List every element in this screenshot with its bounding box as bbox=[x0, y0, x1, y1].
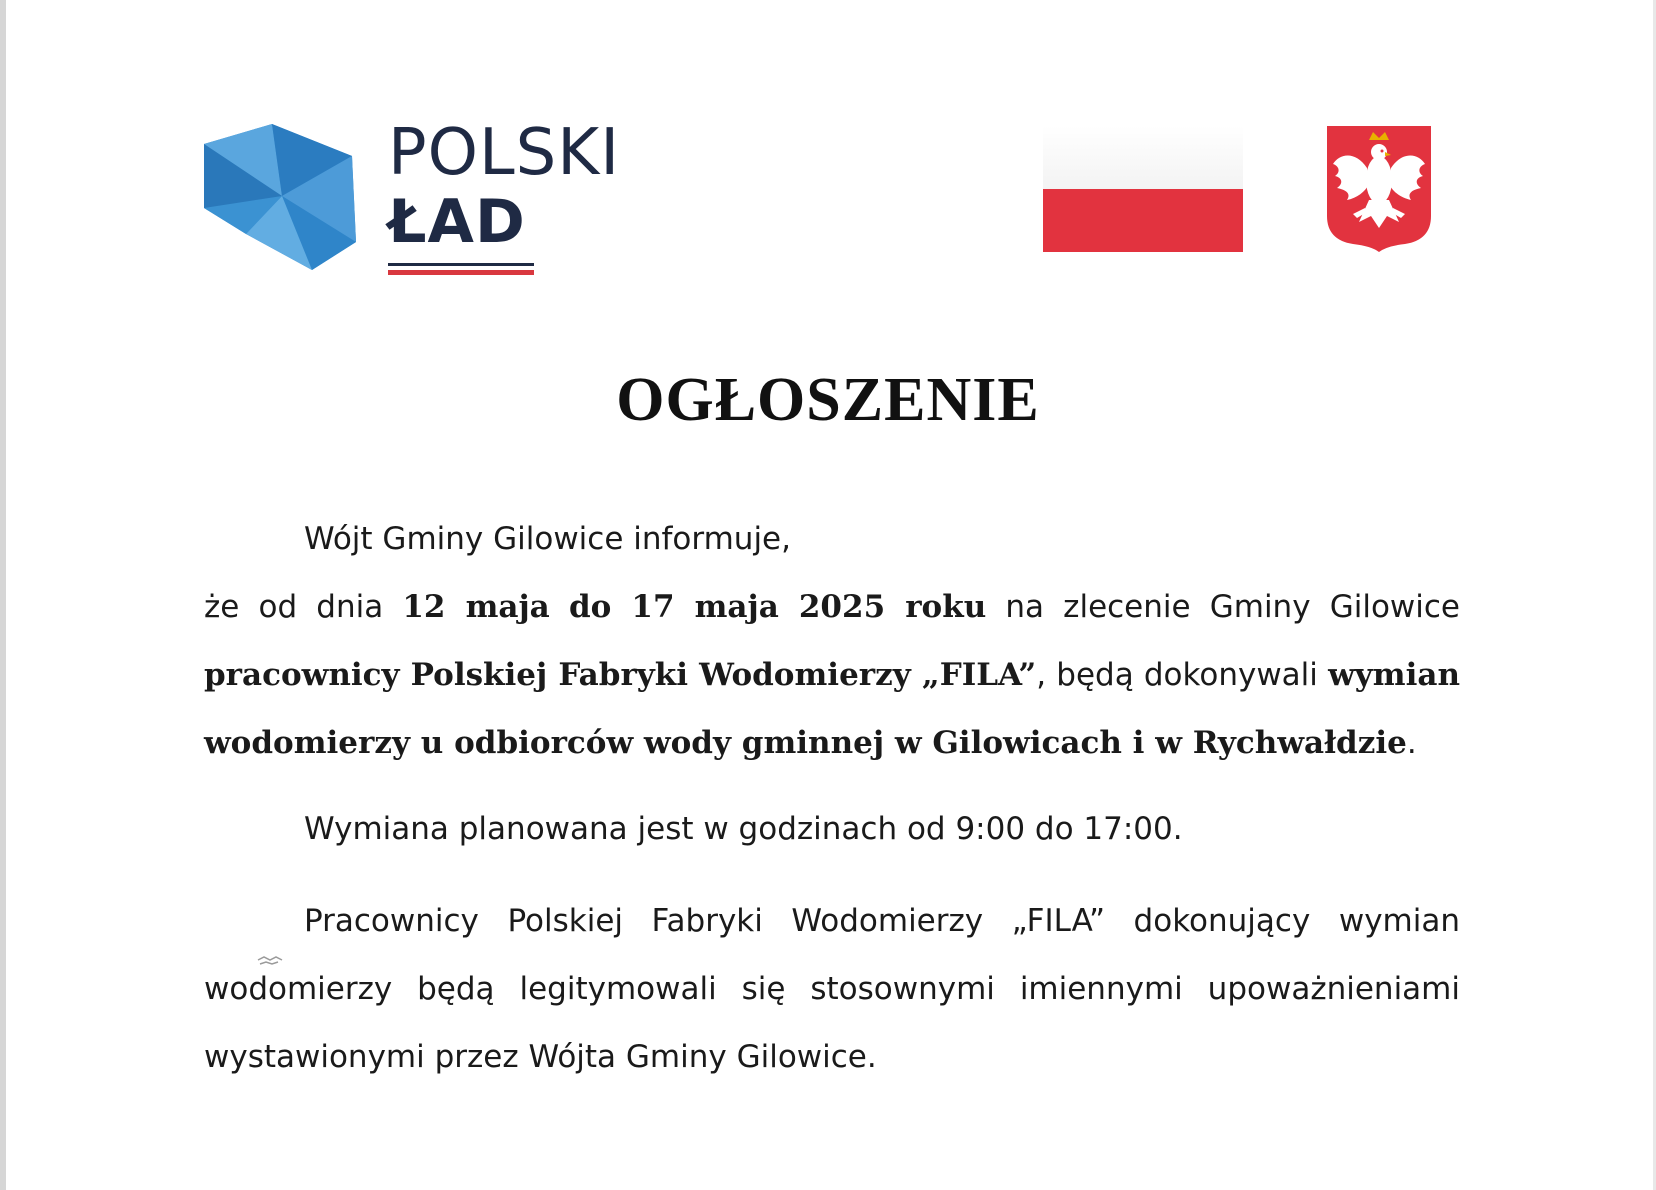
polski-lad-wordmark bbox=[388, 116, 621, 257]
intro-line: Wójt Gminy Gilowice informuje, bbox=[304, 521, 791, 557]
polish-eagle-emblem-icon bbox=[1325, 124, 1433, 252]
p1-workers: pracownicy Polskiej Fabryki Wodomierzy „FILA” bbox=[204, 657, 1037, 693]
p1-text-4: . bbox=[1406, 725, 1417, 761]
paragraph-main bbox=[204, 573, 1460, 777]
p1-text-1: że od dnia bbox=[204, 589, 403, 625]
p1-date-from: 12 maja bbox=[402, 589, 550, 625]
logo-word-polski: POLSKI bbox=[388, 116, 621, 190]
flag-red-stripe bbox=[1043, 189, 1243, 252]
polski-lad-map-logo bbox=[204, 124, 356, 276]
logo-underline-red bbox=[388, 270, 534, 275]
paragraph-authorization: Pracownicy Polskiej Fabryki Wodomierzy „FILA” dokonujący wymian wodomierzy będą legitymowali się stosownymi imiennymi upoważnieniami wystawionymi przez Wójta Gminy Gilowice. bbox=[204, 903, 1460, 1075]
page-title: OGŁOSZENIE bbox=[616, 366, 1040, 434]
p1-date-to: do 17 maja 2025 roku bbox=[568, 589, 987, 625]
logo-word-lad: ŁAD bbox=[388, 187, 526, 257]
logo-underline-dark bbox=[388, 263, 534, 266]
p1-text-2: na zlecenie Gminy Gilowice bbox=[986, 589, 1460, 625]
flag-white-stripe bbox=[1043, 126, 1243, 189]
polish-flag bbox=[1043, 126, 1243, 252]
p1-text-3: , będą dokonywali bbox=[1036, 657, 1329, 693]
scan-speck-icon bbox=[256, 954, 286, 968]
scan-left-edge bbox=[0, 0, 6, 1190]
announcement-body bbox=[204, 505, 1460, 1091]
p1-action: wymian wodomierzy u odbiorców wody gminnej w Gilowicach i w Rychwałdzie bbox=[204, 657, 1460, 761]
hours-line: Wymiana planowana jest w godzinach od 9:00 do 17:00. bbox=[304, 811, 1183, 847]
